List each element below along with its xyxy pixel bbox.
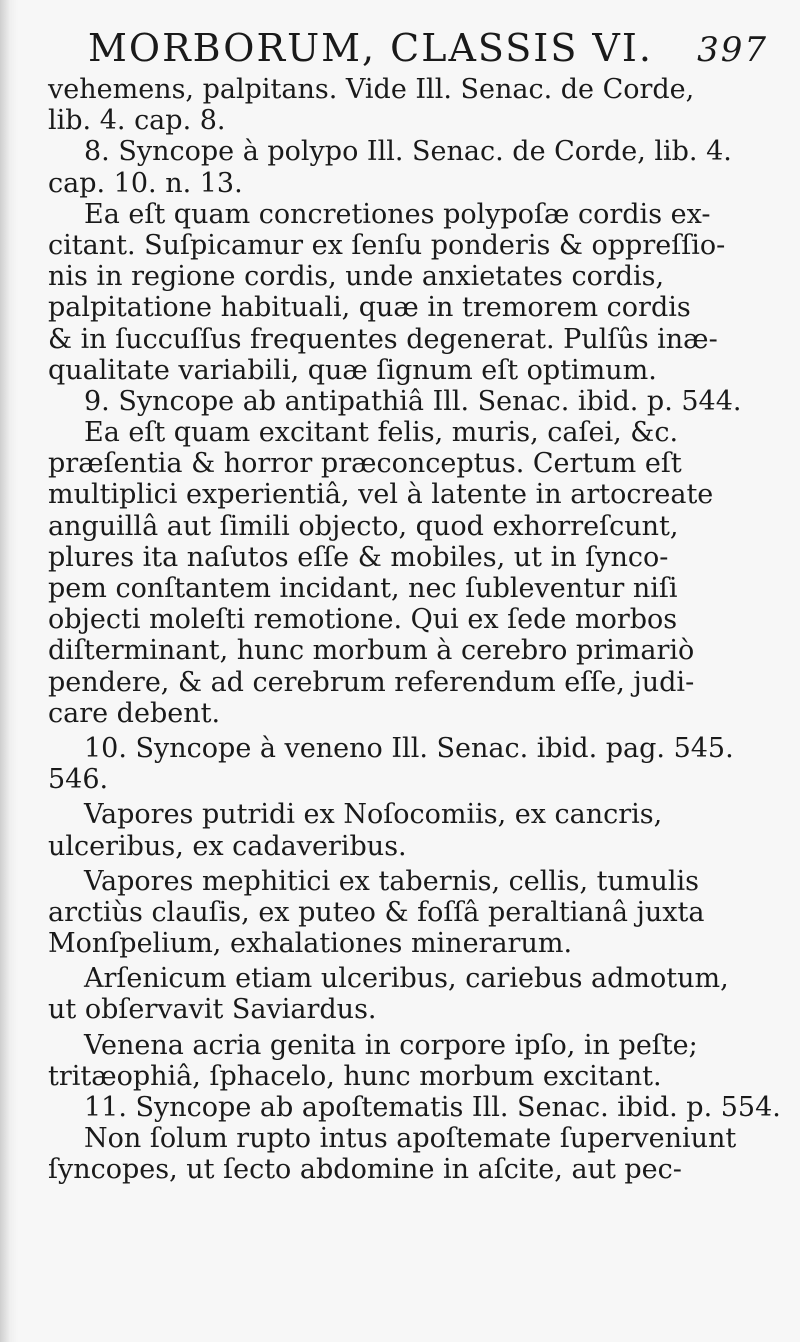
text-line: ſyncopes, ut ſecto abdomine in aſcite, aut pec- (48, 1154, 682, 1186)
running-title: MORBORUM, CLASSIS VI. (88, 26, 653, 70)
text-line: care debent. (48, 697, 221, 729)
text-line: anguillâ aut ſimili objecto, quod exhorreſcunt, (48, 510, 679, 542)
text-line: vehemens, palpitans. Vide Ill. Senac. de Corde, (48, 74, 695, 105)
text-line: pem conſtantem incidant, nec ſubleventur niſi (48, 573, 678, 604)
text-line: citant. Suſpicamur ex ſenſu ponderis & oppreſſio- (48, 229, 726, 261)
text-line: nis in regione cordis, unde anxietates cordis, (48, 261, 665, 293)
text-line: 546. (48, 764, 109, 796)
text-line: lib. 4. cap. 8. (48, 105, 226, 137)
text-line: Vapores putridi ex Noſocomiis, ex cancris, (84, 799, 663, 831)
text-line: tritæophiâ, ſphacelo, hunc morbum excitant. (48, 1060, 662, 1092)
text-line: palpitatione habituali, quæ in tremorem cordis (48, 292, 691, 324)
text-line: præſentia & horror præconceptus. Certum eſt (48, 448, 682, 480)
text-line: Vapores mephitici ex tabernis, cellis, tumulis (84, 865, 700, 897)
text-line: Non ſolum rupto intus apoſtemate ſuperveniunt (84, 1123, 737, 1155)
text-line: Ea eſt quam excitant felis, muris, caſei, &c. (84, 417, 679, 449)
text-line: Ea eſt quam concretiones polypoſæ cordis ex- (84, 198, 711, 230)
page-header (88, 26, 768, 70)
text-line: qualitate variabili, quæ ſignum eſt optimum. (48, 354, 657, 386)
text-line: ut obſervavit Saviardus. (48, 994, 377, 1026)
text-line: pendere, & ad cerebrum referendum eſſe, judi- (48, 666, 695, 698)
text-line: Monſpelium, exhalationes minerarum. (48, 928, 573, 960)
text-line: Arſenicum etiam ulceribus, cariebus admotum, (84, 963, 729, 995)
page-number: 397 (697, 30, 768, 70)
text-line: diſterminant, hunc morbum à cerebro primariò (48, 635, 695, 667)
text-line: & in ſuccuſſus frequentes degenerat. Pulſûs inæ- (48, 323, 718, 355)
text-line: cap. 10. n. 13. (48, 167, 243, 199)
text-line: ulceribus, ex cadaveribus. (48, 830, 407, 862)
text-line: 11. Syncope ab apoſtematis Ill. Senac. ibid. p. 554. (84, 1092, 781, 1123)
text-line: multiplici experientiâ, vel à latente in artocreate (48, 479, 714, 511)
text-line: 9. Syncope ab antipathiâ Ill. Senac. ibid. p. 544. (84, 385, 742, 417)
text-line: objecti moleſti remotione. Qui ex ſede morbos (48, 604, 678, 636)
text-line: plures ita naſutos eſſe & mobiles, ut in ſynco- (48, 541, 669, 573)
text-line: Venena acria genita in corpore ipſo, in peſte; (84, 1029, 698, 1061)
text-line: arctiùs clauſis, ex puteo & foſſâ peraltianâ juxta (48, 896, 705, 928)
text-line: 10. Syncope à veneno Ill. Senac. ibid. pag. 545. (84, 732, 734, 764)
page-body (48, 74, 781, 1186)
text-line: 8. Syncope à polypo Ill. Senac. de Corde, lib. 4. (84, 136, 732, 168)
